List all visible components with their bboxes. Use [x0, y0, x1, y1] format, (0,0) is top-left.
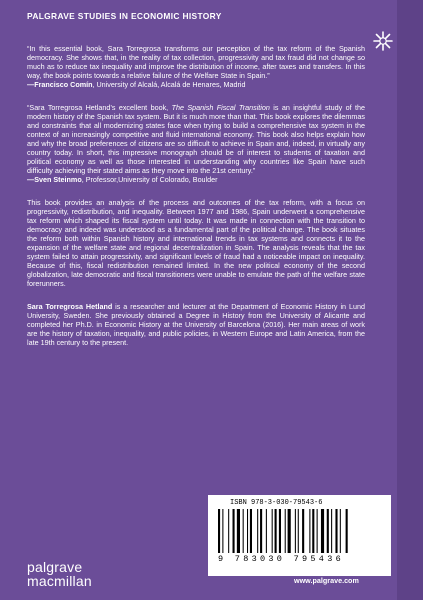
publisher-website: www.palgrave.com [294, 576, 359, 585]
endorser-name: —Francisco Comín [27, 80, 93, 89]
book-title-reference: The Spanish Fiscal Transition [171, 103, 270, 112]
palgrave-starburst-logo-icon [371, 29, 395, 53]
endorsement-text: “In this essential book, Sara Torregrosa transforms our perception of the tax reform of the Spanish democracy. She shows that, in the reality of tax collection, progressivity and tax fraud did not change so much as to reduce tax inequality and improve the distribution of income, after taxes and transfers. In this way, the book points towards a relative failure of the Welfare State in Spain.” [27, 44, 365, 80]
publisher-logo-line1: palgrave [27, 559, 83, 575]
endorsement-attribution [27, 80, 365, 89]
endorser-affiliation: , University of Alcalá, Alcalá de Henares, Madrid [92, 80, 246, 89]
endorsement-text: is an insightful study of the modern history of the Spanish tax system. But it is much more than that. This book explores the dilemmas and constraints that all modernizing states face when trying to build a comprehensive tax system in the context of an increasingly competitive and fluid international economy. This book also helps explain how and why the broad preferences of citizens are so difficult to achieve in Spain and, indeed, in virtually any country today. In short, this impressive monograph should be of interest to students of taxation and political economy as well as those interested in understanding why countries like Spain have such difficulty achieving their stated aims as they move into the 21st century.” [27, 103, 365, 175]
author-bio-text: is a researcher and lecturer at the Department of Economic History in Lund University, Sweden. She previously obtained a Degree in History from the University of Alicante and completed her Ph.D. in Economic History at the University of Barcelona (2016). Her main areas of work are the history of taxation, inequality, and public policies, in Western Europe and Latin America, from the late 19th century to the present. [27, 302, 365, 347]
barcode-bars [218, 509, 382, 553]
publisher-logo-line2: macmillan [27, 573, 92, 589]
author-name: Sara Torregrosa Hetland [27, 302, 113, 311]
endorsement-steinmo [27, 103, 365, 184]
book-description: This book provides an analysis of the process and outcomes of the tax reform, with a focus on progressivity, redistribution, and inequality. Between 1977 and 1986, Spain underwent a comprehensive tax reform which shaped its fiscal system until today. It was made in connection with the transition to democracy and indeed was understood as a fundamental part of the political change. The book situates the reform both within Spanish history and international trends in tax systems and connects it to the expansion of the welfare state and regional decentralization in Spain. The analysis reveals that the tax system failed to attain progressivity, and significant levels of fraud had a noticeable impact on inequality. Because of this, fiscal redistribution remained limited. In the new political economy of the second globalization, late democratic and fiscal transitioners were unable to emulate the path of the welfare state forerunners. [27, 198, 365, 288]
isbn-number: ISBN 978-3-030-79543-6 [230, 499, 323, 507]
book-spine-edge [397, 0, 423, 600]
endorser-name: —Sven Steinmo [27, 175, 82, 184]
endorsement-comin [27, 44, 365, 89]
endorsement-attribution [27, 175, 365, 184]
isbn-barcode [208, 495, 391, 576]
series-title: PALGRAVE STUDIES IN ECONOMIC HISTORY [27, 11, 222, 21]
endorsement-text: “Sara Torregrosa Hetland’s excellent book, [27, 103, 172, 112]
publisher-logo [27, 560, 92, 588]
author-bio [27, 302, 365, 347]
barcode-digits: 9 783030 795436 [218, 554, 345, 564]
back-cover-text [27, 44, 365, 361]
endorser-affiliation: , Professor,University of Colorado, Boulder [81, 175, 218, 184]
